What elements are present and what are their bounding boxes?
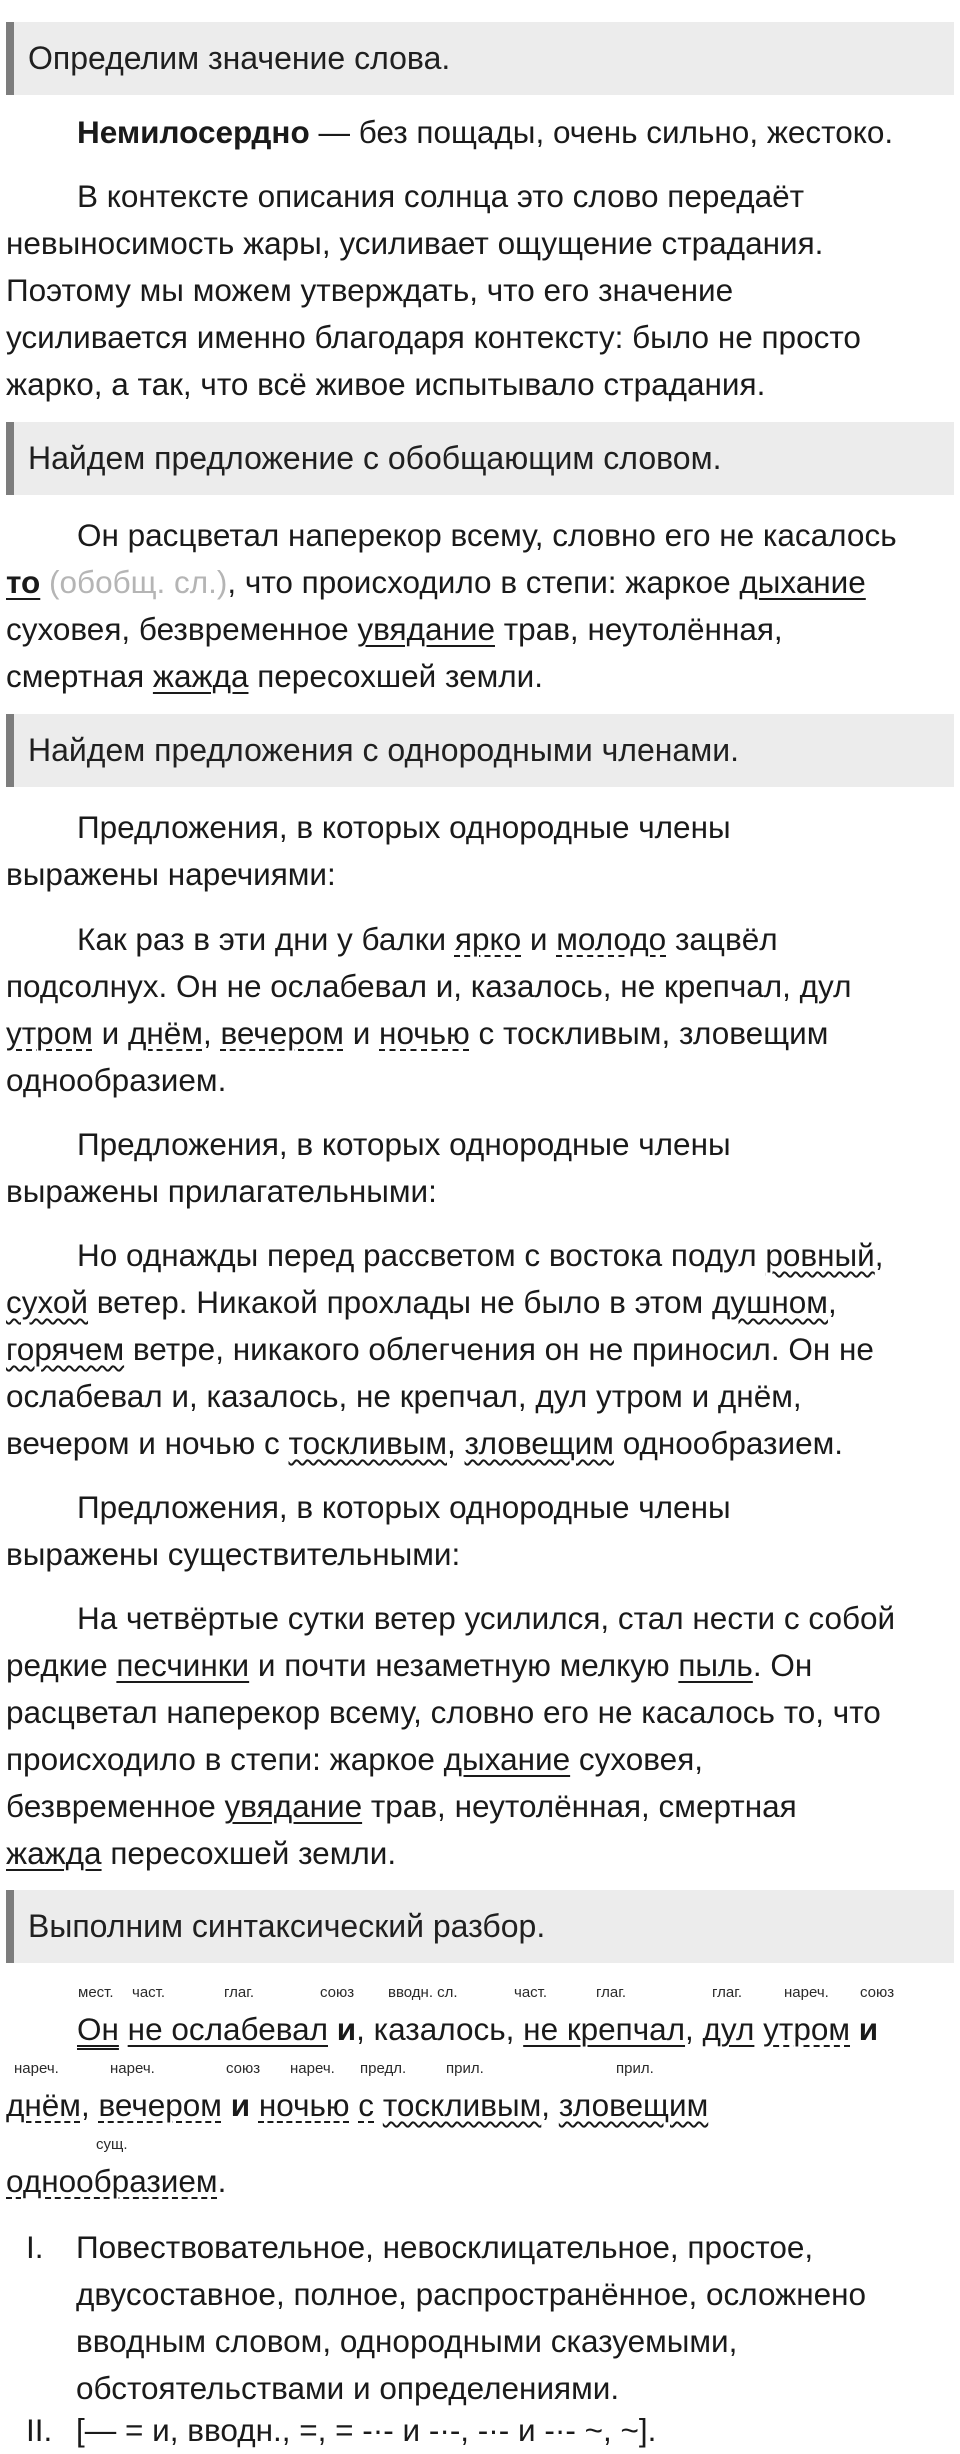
adjectives-line-5 <box>6 1420 946 1467</box>
generalizing-note: (обобщ. сл.) <box>40 564 228 600</box>
text-run: и <box>521 921 557 957</box>
homogeneous-member: днём <box>127 1015 203 1051</box>
text-run: смертная <box>6 658 153 694</box>
text-run: ветер. Никакой прохлады не было в этом <box>88 1284 712 1320</box>
homogeneous-member: дыхание <box>443 1741 571 1777</box>
text-run: суховея, безвременное <box>6 611 358 647</box>
defined-term: Немилосердно <box>77 114 310 150</box>
definition-line <box>6 109 960 156</box>
adverbial: утром <box>763 2011 851 2047</box>
list-item-line: двусоставное, полное, распространённое, осложнено <box>76 2276 867 2312</box>
text-run: . Он <box>752 1647 813 1683</box>
adverbial: днём <box>6 2087 81 2123</box>
preposition: с <box>358 2087 375 2123</box>
text-run: однообразием. <box>613 1425 844 1461</box>
adverbs-line-3 <box>6 1010 946 1057</box>
text-run: с тоскливым, зловещим <box>469 1015 829 1051</box>
parsed-sentence-line-2 <box>6 2082 946 2129</box>
adjectives-line-3 <box>6 1326 946 1373</box>
generalizing-word: то <box>6 564 41 600</box>
section-heading-generalizing: Найдем предложение с обобщающим словом. <box>6 422 954 495</box>
section-heading-homogeneous: Найдем предложения с однородными членами. <box>6 714 954 787</box>
conjunction: и <box>336 2011 357 2047</box>
homogeneous-member: увядание <box>357 611 495 647</box>
pos-label: нареч. <box>14 2060 59 2077</box>
meaning-paragraph-line-4: усиливается именно благодаря контексту: было не просто <box>6 319 861 355</box>
text-run <box>754 2011 763 2047</box>
text-run: , <box>685 2011 703 2047</box>
pos-label: предл. <box>360 2060 407 2077</box>
adverbs-line-4: однообразием. <box>6 1062 227 1098</box>
homogeneous-member: душном <box>711 1284 828 1320</box>
homogeneous-member: горячем <box>6 1331 125 1367</box>
text-run: , что происходило в степи: жаркое <box>227 564 740 600</box>
pos-label: вводн. сл. <box>388 1984 458 2001</box>
text-run: трав, неутолённая, смертная <box>362 1788 797 1824</box>
nouns-line-1: На четвёртые сутки ветер усилился, стал нести с собой <box>77 1600 896 1636</box>
conjunction: и <box>858 2011 879 2047</box>
text-run: , <box>827 1284 837 1320</box>
attribute: тоскливым <box>382 2087 542 2123</box>
generalizing-line-4 <box>6 653 946 700</box>
homogeneous-member: вечером <box>220 1015 344 1051</box>
meaning-paragraph-line-3: Поэтому мы можем утверждать, что его значение <box>6 272 734 308</box>
parsed-sentence-line-1 <box>6 2006 960 2053</box>
pos-label: глаг. <box>596 1984 627 2001</box>
adjectives-intro-line-1: Предложения, в которых однородные члены <box>77 1126 731 1162</box>
definition-text: — без пощады, очень сильно, жестоко. <box>309 114 894 150</box>
parsed-sentence-line-3 <box>6 2158 946 2205</box>
text-run: пересохшей земли. <box>101 1835 397 1871</box>
homogeneous-member: пыль <box>678 1647 753 1683</box>
introductory-word: , казалось, <box>356 2011 524 2047</box>
section-heading-parsing: Выполним синтаксический разбор. <box>6 1890 954 1963</box>
text-run: , <box>541 2087 559 2123</box>
homogeneous-member: молодо <box>556 921 667 957</box>
pos-label: прил. <box>446 2060 484 2077</box>
homogeneous-member: песчинки <box>116 1647 250 1683</box>
list-item-line: Повествовательное, невосклицательное, простое, <box>76 2229 814 2265</box>
text-run: , <box>202 1015 221 1051</box>
homogeneous-member: жажда <box>6 1835 102 1871</box>
text-run: . <box>217 2163 227 2199</box>
predicate: дул <box>702 2011 755 2047</box>
predicate: не крепчал <box>523 2011 686 2047</box>
meaning-paragraph-line-5: жарко, а так, что всё живое испытывало страдания. <box>6 366 766 402</box>
nouns-intro-line-2: выражены существительными: <box>6 1536 461 1572</box>
homogeneous-member: ярко <box>454 921 522 957</box>
adjectives-line-2 <box>6 1279 946 1326</box>
list-item-line: вводным словом, однородными сказуемыми, <box>76 2323 738 2359</box>
section-heading-meaning: Определим значение слова. <box>6 22 954 95</box>
homogeneous-member: ночью <box>379 1015 470 1051</box>
pos-label: мест. <box>78 1984 114 2001</box>
list-number: I. <box>26 2229 44 2265</box>
text-run: вечером и ночью с <box>6 1425 289 1461</box>
pos-label: глаг. <box>224 1984 255 2001</box>
text-run: Как раз в эти дни у балки <box>77 921 455 957</box>
nouns-line-2 <box>6 1642 946 1689</box>
pos-label: част. <box>132 1984 166 2001</box>
meaning-paragraph-line-1: В контексте описания солнца это слово передаёт <box>77 178 805 214</box>
pos-label: глаг. <box>712 1984 743 2001</box>
pos-label: нареч. <box>110 2060 155 2077</box>
text-run: безвременное <box>6 1788 225 1824</box>
list-number: II. <box>26 2412 53 2448</box>
list-item-line: обстоятельствами и определениями. <box>76 2370 620 2406</box>
text-run: трав, неутолённая, <box>494 611 783 647</box>
sentence-scheme: [— = и, вводн., =, = -·- и -·-, -·- и -·- ~, ~]. <box>76 2412 657 2448</box>
homogeneous-member: сухой <box>6 1284 89 1320</box>
text-run: ветре, никакого облегчения он не приносил. Он не <box>124 1331 874 1367</box>
homogeneous-member: ровный <box>765 1237 875 1273</box>
adjectives-intro-line-2: выражены прилагательными: <box>6 1173 437 1209</box>
nouns-line-6 <box>6 1830 946 1877</box>
text-run: и <box>343 1015 380 1051</box>
text-run: и <box>92 1015 128 1051</box>
conjunction: и <box>230 2087 251 2123</box>
text-run: , <box>80 2087 99 2123</box>
text-run: пересохшей земли. <box>248 658 543 694</box>
nouns-line-3: расцветал наперекор всему, словно его не касалось то, что <box>6 1694 881 1730</box>
nouns-line-4 <box>6 1736 946 1783</box>
pos-label: част. <box>514 1984 548 2001</box>
adverbs-line-2: подсолнух. Он не ослабевал и, казалось, не крепчал, дул <box>6 968 852 1004</box>
text-run: суховея, <box>570 1741 704 1777</box>
homogeneous-member: жажда <box>152 658 249 694</box>
pos-label: нареч. <box>784 1984 829 2001</box>
attribute: зловещим <box>558 2087 709 2123</box>
adverbs-intro-line-2: выражены наречиями: <box>6 856 336 892</box>
homogeneous-member: тоскливым <box>288 1425 447 1461</box>
pos-label: союз <box>860 1984 895 2001</box>
text-run: , <box>874 1237 884 1273</box>
object: однообразием <box>6 2163 218 2199</box>
nouns-line-5 <box>6 1783 946 1830</box>
text-run: происходило в степи: жаркое <box>6 1741 444 1777</box>
pos-label: союз <box>226 2060 261 2077</box>
generalizing-line-3 <box>6 606 946 653</box>
text-run: , <box>447 1425 465 1461</box>
homogeneous-member: зловещим <box>464 1425 614 1461</box>
generalizing-line-1: Он расцветал наперекор всему, словно его не касалось <box>77 517 897 553</box>
adjectives-line-4: ослабевал и, казалось, не крепчал, дул утром и днём, <box>6 1378 802 1414</box>
homogeneous-member: утром <box>6 1015 93 1051</box>
meaning-paragraph-line-2: невыносимость жары, усиливает ощущение страдания. <box>6 225 824 261</box>
pos-label: нареч. <box>290 2060 335 2077</box>
adverbs-line-1 <box>6 916 960 963</box>
text-run: зацвёл <box>666 921 778 957</box>
predicate: не ослабевал <box>127 2011 328 2047</box>
pos-label: прил. <box>616 2060 654 2077</box>
homogeneous-member: дыхание <box>739 564 866 600</box>
subject: Он <box>77 2011 119 2047</box>
text-run: Но однажды перед рассветом с востока подул <box>77 1237 766 1273</box>
adverbial: ночью <box>258 2087 350 2123</box>
adjectives-line-1 <box>6 1232 960 1279</box>
text-run: редкие <box>6 1647 117 1683</box>
pos-label: сущ. <box>96 2136 128 2153</box>
adverbial: вечером <box>98 2087 222 2123</box>
homogeneous-member: увядание <box>224 1788 363 1824</box>
pos-label: союз <box>320 1984 355 2001</box>
adverbs-intro-line-1: Предложения, в которых однородные члены <box>77 809 731 845</box>
text-run: и почти незаметную мелкую <box>249 1647 679 1683</box>
nouns-intro-line-1: Предложения, в которых однородные члены <box>77 1489 731 1525</box>
generalizing-line-2 <box>6 559 946 606</box>
